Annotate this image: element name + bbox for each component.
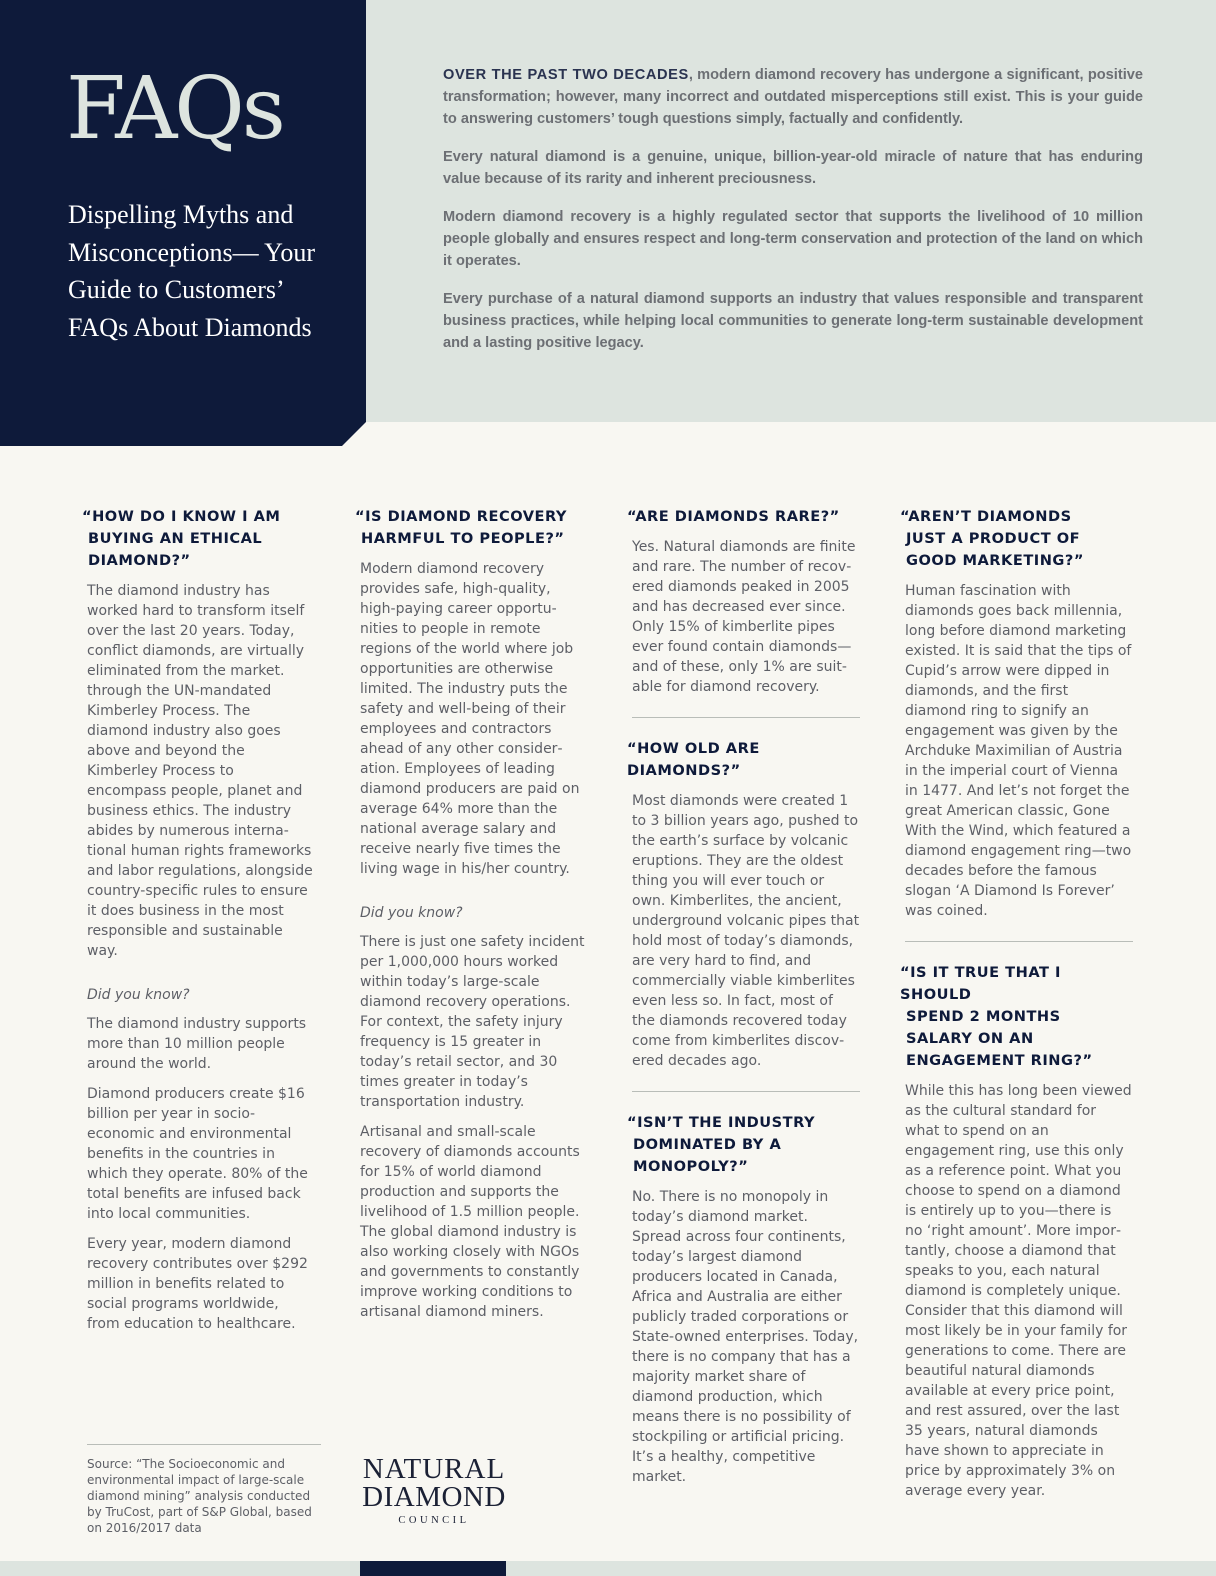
question-line: SALARY ON AN [906,1030,1034,1047]
intro-section [443,64,1143,370]
intro-paragraph-1 [443,64,1143,130]
footer-band [0,1561,1216,1576]
did-you-know-label: Did you know? [360,905,463,921]
footer-accent-block [360,1561,506,1576]
question-how-old: “HOW OLD ARE DIAMONDS?” [627,740,760,779]
source-note: Source: “The Socioeconomic and environmental impact of large-scale diamond mining” analysis conducted by TruCost, part of S&P Global, based on 2016/2017 data [87,1457,312,1535]
answer-ethical-diamond: The diamond industry has worked hard to transform itself over the last 20 years. Today, conflict diamonds, are virtually eliminated from the market. through the UN-mandated Kimberley Process. The diamond industry also goes above and beyond the Kimberley Process to encompass people, planet and business ethics. The industry abides by numerous international human rights frameworks and labor regulations, alongside country-specific rules to ensure it does business in the most responsible and sustainable way. [87,583,313,959]
question-line: GOOD MARKETING?” [906,552,1084,569]
question-line: “IS DIAMOND RECOVERY [355,508,567,525]
intro-paragraph-2: Every natural diamond is a genuine, unique, billion-year-old miracle of nature that has enduring value because of its rarity and inherent preciousness. [443,149,1143,187]
divider [905,941,1133,942]
question-two-months-salary [900,962,1133,1072]
logo-line-2: DIAMOND [362,1481,506,1513]
intro-lead: OVER THE PAST TWO DECADES [443,67,689,83]
faq-column-4 [900,506,1133,1501]
divider [632,1091,860,1092]
fact-1: The diamond industry supports more than 10 million people around the world. [87,1016,307,1072]
question-line: DOMINATED BY A [633,1136,782,1153]
question-line: “AREN’T DIAMONDS [900,508,1072,525]
question-monopoly [627,1112,860,1178]
question-line: HARMFUL TO PEOPLE?” [361,530,565,547]
intro-paragraph-4: Every purchase of a natural diamond supports an industry that values responsible and transparent business practices, while helping local communities to generate long-term sustainable development and a lasting positive legacy. [443,291,1143,351]
question-line: ENGAGEMENT RING?” [906,1052,1093,1069]
question-rare: “ARE DIAMONDS RARE?” [627,508,840,525]
faq-column-1 [82,506,315,1334]
source-divider [87,1444,321,1445]
faq-column-2 [355,506,588,1322]
question-line: JUST A PRODUCT OF [906,530,1081,547]
question-line: SPEND 2 MONTHS [906,1008,1061,1025]
question-line: “ISN’T THE INDUSTRY [627,1114,816,1131]
answer-harmful-to-people: Modern diamond recovery provides safe, high-quality, high-paying career opportunities to people in remote regions of the world where job opportunities are otherwise limited. The industry puts the safety and well-being of their employees and contractors ahead of any other consideration. Employees of leading diamond producers are paid on average 64% more than the national average salary and receive nearly five times the living wage in his/her country. [360,561,580,877]
question-line: MONOPOLY?” [633,1158,749,1175]
answer-how-old: Most diamonds were created 1 to 3 billion years ago, pushed to the earth’s surface by volcanic eruptions. They are the oldest thing you will ever touch or own. Kimberlites, the ancient, underground volcanic pipes that hold most of today’s diamonds, are very hard to find, and commercially viable kimberlites even less so. In fact, most of the diamonds recovered today come from kimberlites discovered decades ago. [632,793,860,1069]
fact-3: Every year, modern diamond recovery contributes over $292 million in benefits related to social programs worldwide, from education to healthcare. [87,1236,308,1332]
natural-diamond-council-logo [356,1455,512,1529]
question-harmful-to-people [355,506,588,550]
intro-paragraph-1-text: , modern diamond recovery has undergone a significant, positive transformation; however, many incorrect and outdated misperceptions still exist. This is your guide to answering customers’ tough questions simply, factually and confidently. [443,67,1143,127]
question-line: DIAMOND?” [88,552,191,569]
question-line: “HOW DO I KNOW I AM [82,508,281,525]
divider [632,717,860,718]
question-line: “IS IT TRUE THAT I SHOULD [900,964,1061,1003]
fact-1: There is just one safety incident per 1,000,000 hours worked within today’s large-scale diamond recovery operations. For context, the safety injury frequency is 15 greater in today’s retail sector, and 30 times greater in today’s transportation industry. [360,934,585,1110]
answer-two-months-salary: While this has long been viewed as the cultural standard for what to spend on an engagement ring, use this only as a reference point. What you choose to spend on a diamond is entirely up to you—there is no ‘right amount’. More importantly, choose a diamond that speaks to you, each natural diamond is completely unique. Consider that this diamond will most likely be in your family for generations to come. There are beautiful natural diamonds available at every price point, and rest assured, over the last 35 years, natural diamonds have shown to appreciate in price by approximately 3% on average every year. [905,1083,1132,1499]
logo-line-3: COUNCIL [398,1515,470,1526]
question-ethical-diamond [82,506,315,572]
fact-2: Diamond producers create $16 billion per year in socioeconomic and environmental benefits in the countries in which they operate. 80% of the total benefits are infused back into local communities. [87,1086,308,1222]
logo-line-1: NATURAL [362,1453,506,1485]
page-title: FAQs [66,59,283,159]
question-line: BUYING AN ETHICAL [88,530,263,547]
answer-rare: Yes. Natural diamonds are finite and rare. The number of recovered diamonds peaked in 2005 and has decreased ever since. Only 15% of kimberlite pipes ever found contain diamonds— and of these, only 1% are suitable for diamond recovery. [632,539,856,695]
fact-2: Artisanal and small-scale recovery of diamonds accounts for 15% of world diamond production and supports the livelihood of 1.5 million people. The global diamond industry is also working closely with NGOs and governments to constantly improve working conditions to artisanal diamond miners. [360,1124,580,1320]
answer-monopoly: No. There is no monopoly in today’s diamond market. Spread across four continents, today’s largest diamond producers located in Canada, Africa and Australia are either publicly traded corporations or State-owned enterprises. Today, there is no company that has a majority market share of diamond production, which means there is no possibility of stockpiling or artificial pricing. It’s a healthy, competitive market. [632,1189,859,1485]
page-subtitle: Dispelling Myths and Misconceptions— Your Guide to Customers’ FAQs About Diamonds [68,200,316,342]
faq-column-3 [627,506,860,1487]
answer-good-marketing: Human fascination with diamonds goes back millennia, long before diamond marketing existed. It is said that the tips of Cupid’s arrow were dipped in diamonds, and the first diamond ring to signify an engagement was given by the Archduke Maximilian of Austria in the imperial court of Vienna in 1477. And let’s not forget the great American classic, Gone With the Wind, which featured a diamond engagement ring—two decades before the famous slogan ‘A Diamond Is Forever’ was coined. [905,583,1132,919]
intro-paragraph-3: Modern diamond recovery is a highly regulated sector that supports the livelihood of 10 million people globally and ensures respect and long-term conservation and protection of the land on which it operates. [443,209,1143,269]
question-good-marketing [900,506,1133,572]
did-you-know-label: Did you know? [87,987,190,1003]
